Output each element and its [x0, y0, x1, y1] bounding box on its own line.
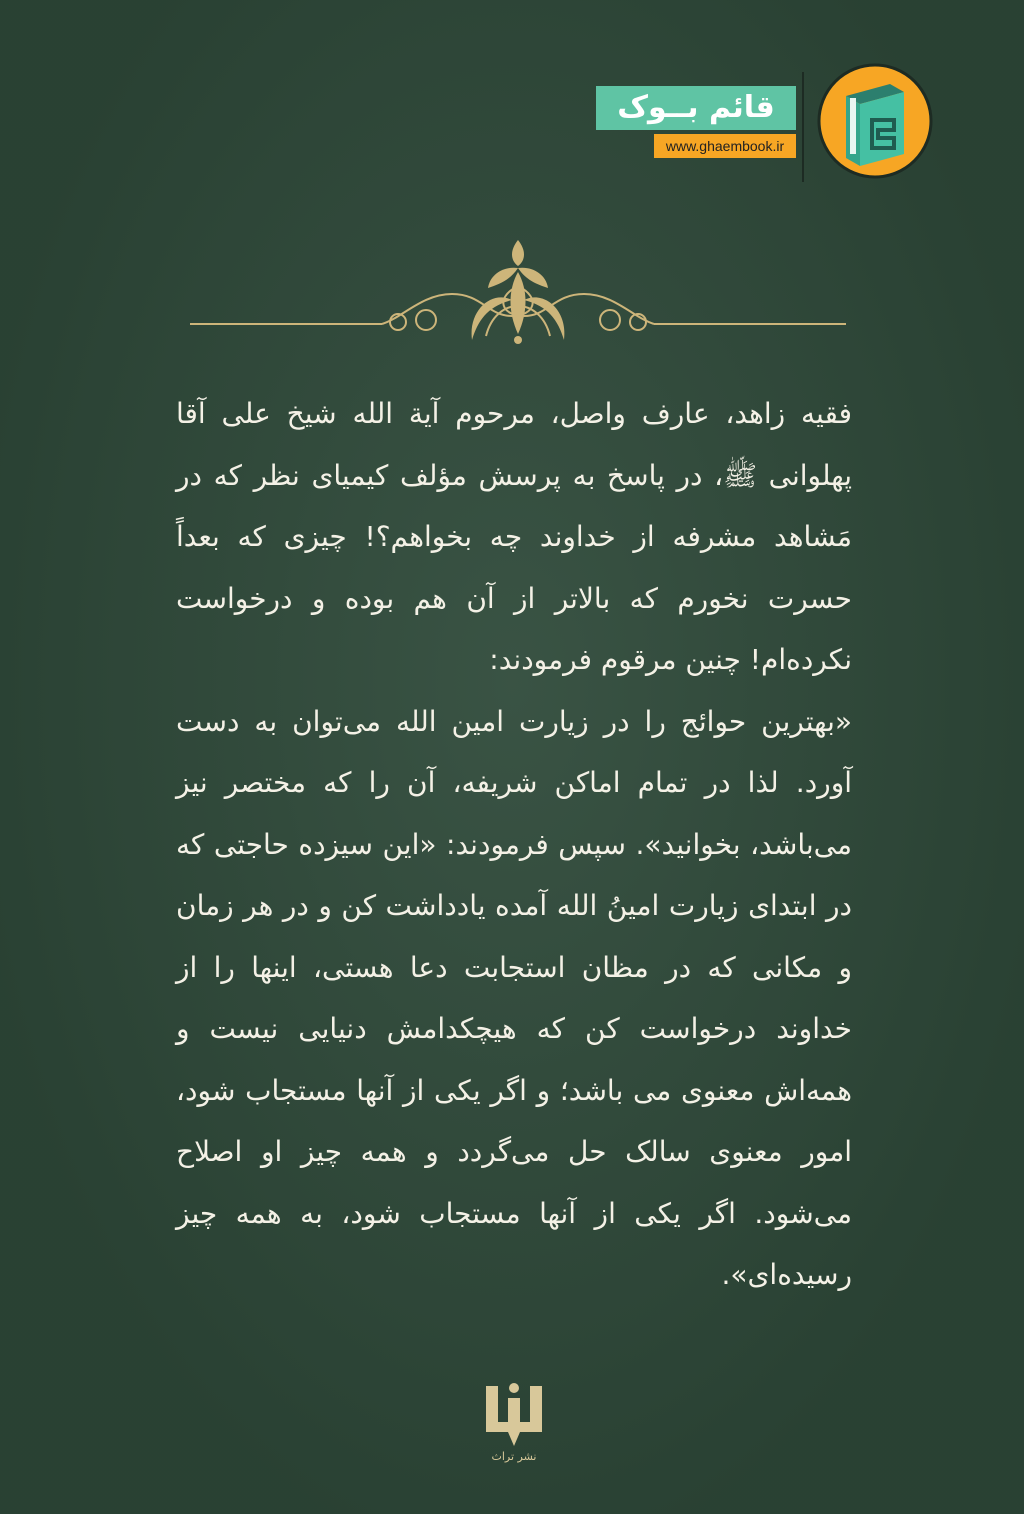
badge-title: قائم بــوک — [596, 86, 796, 130]
blurb-paragraph-1: فقیه زاهد، عارف واصل، مرحوم آیة الله شیخ علی آقا پهلوانی ﷺ، در پاسخ به پرسش مؤلف کیمیای نظر که در مَشاهد مشرفه از خداوند چه بخواهم؟! چیزی که بعداً حسرت نخورم که بالاتر از آن هم بوده و درخواست نکرده‌ام! چنین مرقوم فرمودند: — [176, 397, 852, 676]
blurb-paragraph-2: «بهترین حوائج را در زیارت امین الله می‌توان به دست آورد. لذا در تمام اماکن شریفه، آن را که مختصر نیز می‌باشد، بخوانید». سپس فرمودند: «این سیزده حاجتی که در ابتدای زیارت امینُ الله آمده یادداشت کن و در هر زمان و مکانی که در مظان استجابت دعا هستی، اینها را از خداوند درخواست کن که هیچکدامش دنیایی نیست و همه‌اش معنوی می باشد؛ و اگر یکی از آنها مستجاب شود، امور معنوی سالک حل می‌گردد و همه چیز او اصلاح می‌شود. اگر یکی از آنها مستجاب شود، به همه چیز رسیده‌ای». — [176, 704, 852, 1291]
ghaembook-badge[interactable] — [596, 62, 936, 200]
floral-divider-icon — [186, 232, 850, 352]
publisher-logo — [464, 1380, 564, 1470]
publisher-logo-icon — [464, 1380, 564, 1450]
book-logo-icon — [816, 62, 934, 180]
publisher-name: نشر تراث — [491, 1450, 537, 1463]
badge-url: www.ghaembook.ir — [654, 134, 796, 158]
badge-divider — [802, 72, 804, 182]
blurb-text — [176, 383, 852, 1291]
